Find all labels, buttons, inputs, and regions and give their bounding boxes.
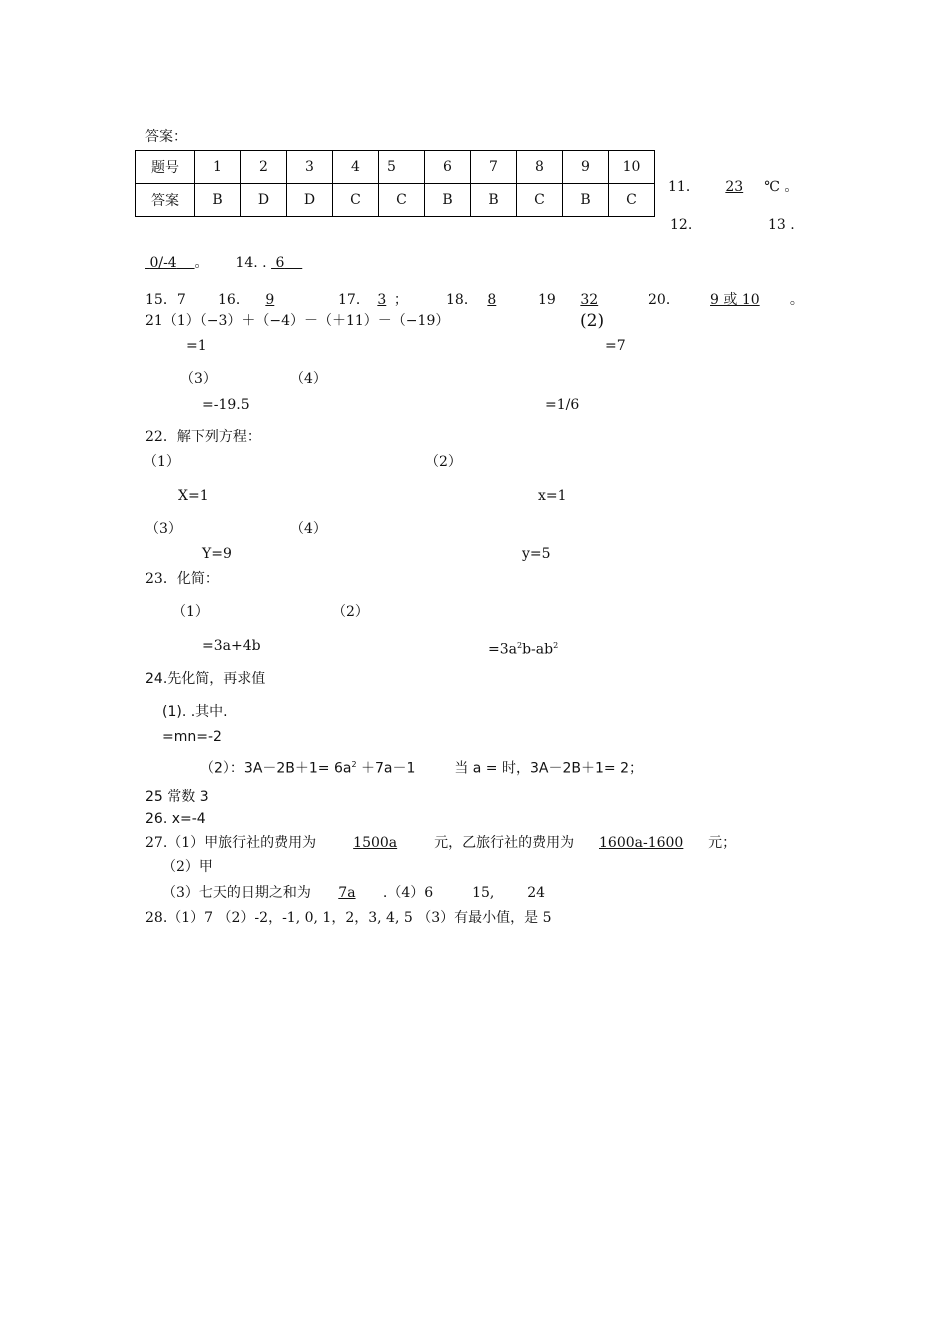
q27-text-a: 27.（1）甲旅行社的费用为 <box>145 835 317 851</box>
q19-number: 19 <box>538 292 556 308</box>
q22-part2-label: （2） <box>425 454 462 470</box>
q23-part1-label: （1） <box>172 604 209 620</box>
q13-blank <box>145 255 195 271</box>
q14-blank <box>271 255 302 271</box>
q24-part1: (1). .其中. <box>162 704 228 720</box>
answer-cell: B <box>425 184 471 217</box>
q18 <box>446 291 506 309</box>
q13-end: 。 <box>194 255 209 271</box>
q14-number: 14. . <box>235 255 267 271</box>
q21-result4: =1/6 <box>545 397 580 413</box>
q21-result1: =1 <box>186 338 207 354</box>
answer-cell: B <box>195 184 241 217</box>
q19-blank: 32 <box>580 292 599 308</box>
q27-text-c: 元； <box>708 835 737 851</box>
answer-cell: D <box>287 184 333 217</box>
q16-blank: 9 <box>265 292 275 308</box>
answer-cell: C <box>333 184 379 217</box>
q22-result4: y=5 <box>522 546 551 562</box>
q24-part2 <box>200 756 643 778</box>
q11-blank: 23 <box>725 179 744 195</box>
question-number: 9 <box>563 151 609 184</box>
q27-blank-a: 1500a <box>353 835 398 851</box>
q14-blank-value: 6 <box>275 255 285 271</box>
q13-q14-line <box>145 254 302 272</box>
q21-part2-label: (2) <box>580 311 605 331</box>
q27-part1 <box>145 834 736 852</box>
question-number: 6 <box>425 151 471 184</box>
q11 <box>668 178 798 196</box>
q23-result2-part-b: b-ab <box>522 641 554 658</box>
q16-number: 16． <box>218 292 250 308</box>
q22-result1: X=1 <box>178 488 209 504</box>
q17-number: 17． <box>338 292 370 308</box>
q28: 28.（1）7 （2）-2，-1, 0, 1，2，3, 4, 5 （3）有最小值，是 5 <box>145 910 552 926</box>
q27-part4-value: 15, <box>472 885 495 901</box>
answer-cell: B <box>471 184 517 217</box>
answer-cell: C <box>609 184 655 217</box>
q26: 26. x=-4 <box>145 811 206 827</box>
q25: 25 常数 3 <box>145 789 209 805</box>
q23-title: 23．化简： <box>145 571 219 587</box>
answer-cell: B <box>563 184 609 217</box>
q27-text-b: 元，乙旅行社的费用为 <box>434 835 575 851</box>
q17-blank: 3 <box>377 292 387 308</box>
q22-result3: Y=9 <box>202 546 232 562</box>
q21-part4-label: （4） <box>290 371 327 387</box>
q15: 15．7 <box>145 292 186 308</box>
q20-number: 20． <box>648 292 680 308</box>
q21-result2: =7 <box>605 338 626 354</box>
question-number: 10 <box>609 151 655 184</box>
row-label-answer: 答案 <box>136 184 195 217</box>
q18-blank: 8 <box>487 292 497 308</box>
answer-heading: 答案： <box>145 129 187 145</box>
q13-number: 13 . <box>768 217 795 233</box>
q22-part3-label: （3） <box>145 521 182 537</box>
q23-result2-exponent: 2 <box>553 641 559 650</box>
q21-expression: 21（1）（−3）＋（−4）－（＋11）－（−19） <box>145 313 450 329</box>
question-number: 8 <box>517 151 563 184</box>
q27-part3-part4: .（4）6 <box>382 885 434 901</box>
q23-result2-exponent: 2 <box>516 641 523 650</box>
question-number: 3 <box>287 151 333 184</box>
q22-part4-label: （4） <box>290 521 327 537</box>
q22-title: 22．解下列方程： <box>145 429 261 445</box>
question-number: 7 <box>471 151 517 184</box>
q11-number: 11． <box>668 179 700 195</box>
q22-result2: x=1 <box>538 488 567 504</box>
table-row-numbers <box>136 151 655 184</box>
q17 <box>338 291 408 309</box>
question-number: 1 <box>195 151 241 184</box>
answer-cell: C <box>517 184 563 217</box>
question-number: 4 <box>333 151 379 184</box>
q24-part2-b: ＋7a－1 <box>356 760 416 777</box>
question-number: 5 <box>379 151 425 184</box>
q24-part2-exponent: 2 <box>351 760 357 769</box>
answer-cell: D <box>241 184 287 217</box>
q20-end: 。 <box>789 292 804 308</box>
q17-end: ； <box>393 292 408 308</box>
q27-part3-blank: 7a <box>338 885 356 901</box>
q22-part1-label: （1） <box>143 454 180 470</box>
table-row-answers <box>136 184 655 217</box>
q21-result3: =-19.5 <box>202 397 250 413</box>
q27-blank-b: 1600a-1600 <box>599 835 684 851</box>
q24-result1: =mn=-2 <box>162 729 222 745</box>
q27-part3-text: （3）七天的日期之和为 <box>162 885 311 901</box>
q20-blank: 9 或 10 <box>710 292 760 308</box>
q13-blank-value: 0/-4 <box>149 255 177 271</box>
row-label-question: 题号 <box>136 151 195 184</box>
q23-result2-part-a: =3a <box>488 641 517 658</box>
question-number: 2 <box>241 151 287 184</box>
q27-part4-value: 24 <box>527 885 546 901</box>
q23-part2-label: （2） <box>332 604 369 620</box>
q11-unit: ℃ 。 <box>764 179 799 195</box>
q16 <box>218 291 290 309</box>
q27-part2: （2）甲 <box>162 859 213 875</box>
q24-part2-c: 当 a = 时，3A－2B＋1= 2； <box>454 760 643 777</box>
q24-title: 24.先化简，再求值 <box>145 671 266 687</box>
q20 <box>648 291 804 309</box>
q27-part3 <box>162 884 545 902</box>
q19 <box>538 291 618 309</box>
q23-result1: =3a+4b <box>202 638 261 654</box>
answer-cell: C <box>379 184 425 217</box>
q21-part3-label: （3） <box>180 371 217 387</box>
answer-table <box>135 150 655 217</box>
q12-number: 12. <box>670 217 693 233</box>
q24-part2-a: （2）：3A－2B＋1= 6a <box>200 760 352 777</box>
q23-result2 <box>488 637 558 659</box>
q18-number: 18． <box>446 292 478 308</box>
